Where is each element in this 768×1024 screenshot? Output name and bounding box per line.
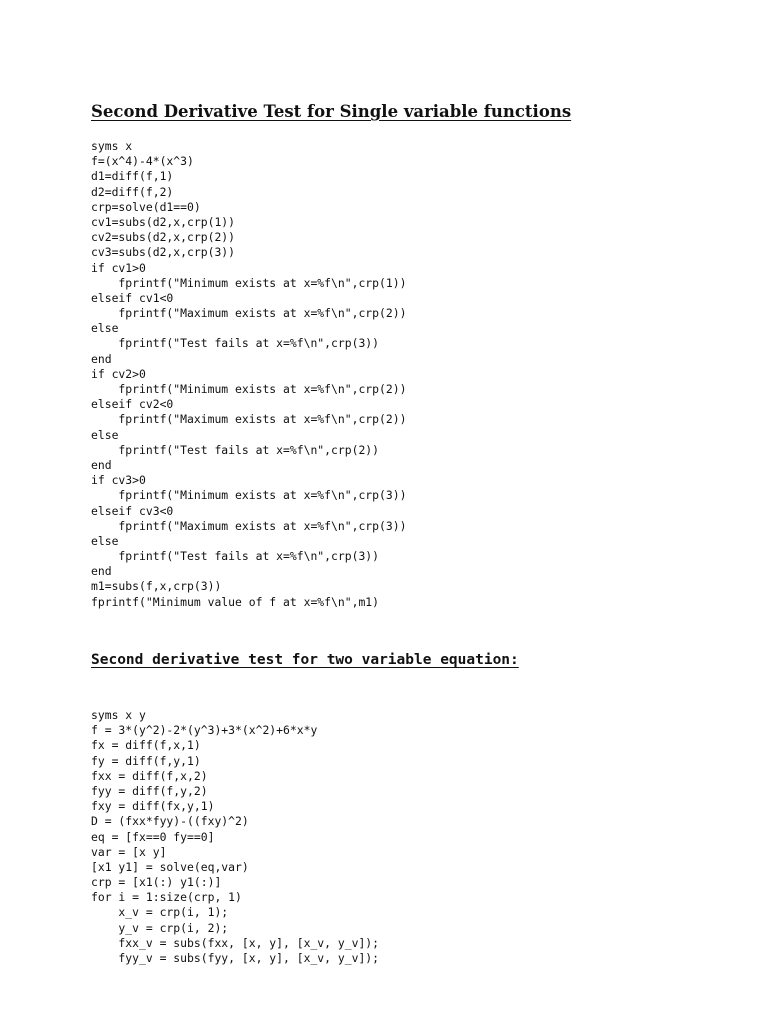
code-line: else	[91, 321, 119, 336]
code-line: fyy = diff(f,y,2)	[91, 783, 208, 798]
code-line: fx = diff(f,x,1)	[91, 738, 201, 753]
code-line: fprintf("Maximum exists at x=%f\n",crp(2))	[91, 412, 407, 427]
code-line: fprintf("Maximum exists at x=%f\n",crp(3))	[91, 518, 407, 533]
code-line: fprintf("Minimum exists at x=%f\n",crp(2))	[91, 382, 407, 396]
code-block-two-variable	[91, 708, 379, 966]
code-line: var = [x y]	[91, 844, 167, 859]
code-line: D = (fxx*fyy)-((fxy)^2)	[91, 814, 249, 829]
code-line: cv3=subs(d2,x,crp(3))	[91, 245, 236, 260]
code-line: y_v = crp(i, 2);	[91, 920, 229, 935]
code-line: fprintf("Minimum value of f at x=%f\n",m1)	[91, 594, 380, 609]
code-line: else	[91, 427, 119, 442]
code-line: if cv3>0	[91, 473, 146, 488]
code-line: if cv1>0	[91, 260, 146, 275]
code-line: f = 3*(y^2)-2*(y^3)+3*(x^2)+6*x*y	[91, 723, 318, 738]
code-line: fprintf("Test fails at x=%f\n",crp(3))	[91, 549, 380, 564]
code-line: else	[91, 533, 119, 548]
code-line: crp=solve(d1==0)	[91, 199, 201, 214]
code-line: elseif cv2<0	[91, 397, 174, 412]
code-line: [x1 y1] = solve(eq,var)	[91, 859, 249, 874]
code-line: fprintf("Minimum exists at x=%f\n",crp(3))	[91, 488, 407, 503]
code-line: for i = 1:size(crp, 1)	[91, 890, 242, 905]
section-1-title: Second Derivative Test for Single variable functions	[91, 102, 572, 121]
code-line: fxy = diff(fx,y,1)	[91, 799, 215, 814]
code-line: syms x	[91, 139, 133, 153]
code-line: fprintf("Test fails at x=%f\n",crp(2))	[91, 442, 380, 457]
code-line: crp = [x1(:) y1(:)]	[91, 875, 222, 890]
code-line: fprintf("Test fails at x=%f\n",crp(3))	[91, 336, 380, 351]
code-line: eq = [fx==0 fy==0]	[91, 829, 215, 844]
code-line: if cv2>0	[91, 366, 146, 381]
code-line: elseif cv1<0	[91, 290, 174, 305]
code-line: end	[91, 564, 112, 579]
code-line: fprintf("Minimum exists at x=%f\n",crp(1))	[91, 275, 407, 290]
code-line: x_v = crp(i, 1);	[91, 905, 229, 920]
code-line: fxx = diff(f,x,2)	[91, 768, 208, 783]
code-line: fyy_v = subs(fyy, [x, y], [x_v, y_v]);	[91, 951, 380, 965]
code-line: m1=subs(f,x,crp(3))	[91, 579, 222, 594]
code-line: cv2=subs(d2,x,crp(2))	[91, 230, 236, 245]
code-line: f=(x^4)-4*(x^3)	[91, 154, 194, 169]
code-block-single-variable	[91, 139, 406, 610]
section-2-title: Second derivative test for two variable equation:	[91, 652, 519, 668]
code-line: elseif cv3<0	[91, 503, 174, 518]
code-line: syms x y	[91, 708, 146, 722]
code-line: fprintf("Maximum exists at x=%f\n",crp(2))	[91, 306, 407, 321]
code-line: d1=diff(f,1)	[91, 169, 174, 184]
code-line: end	[91, 457, 112, 472]
code-line: fy = diff(f,y,1)	[91, 753, 201, 768]
code-line: fxx_v = subs(fxx, [x, y], [x_v, y_v]);	[91, 935, 380, 950]
code-line: cv1=subs(d2,x,crp(1))	[91, 214, 236, 229]
code-line: d2=diff(f,2)	[91, 184, 174, 199]
code-line: end	[91, 351, 112, 366]
